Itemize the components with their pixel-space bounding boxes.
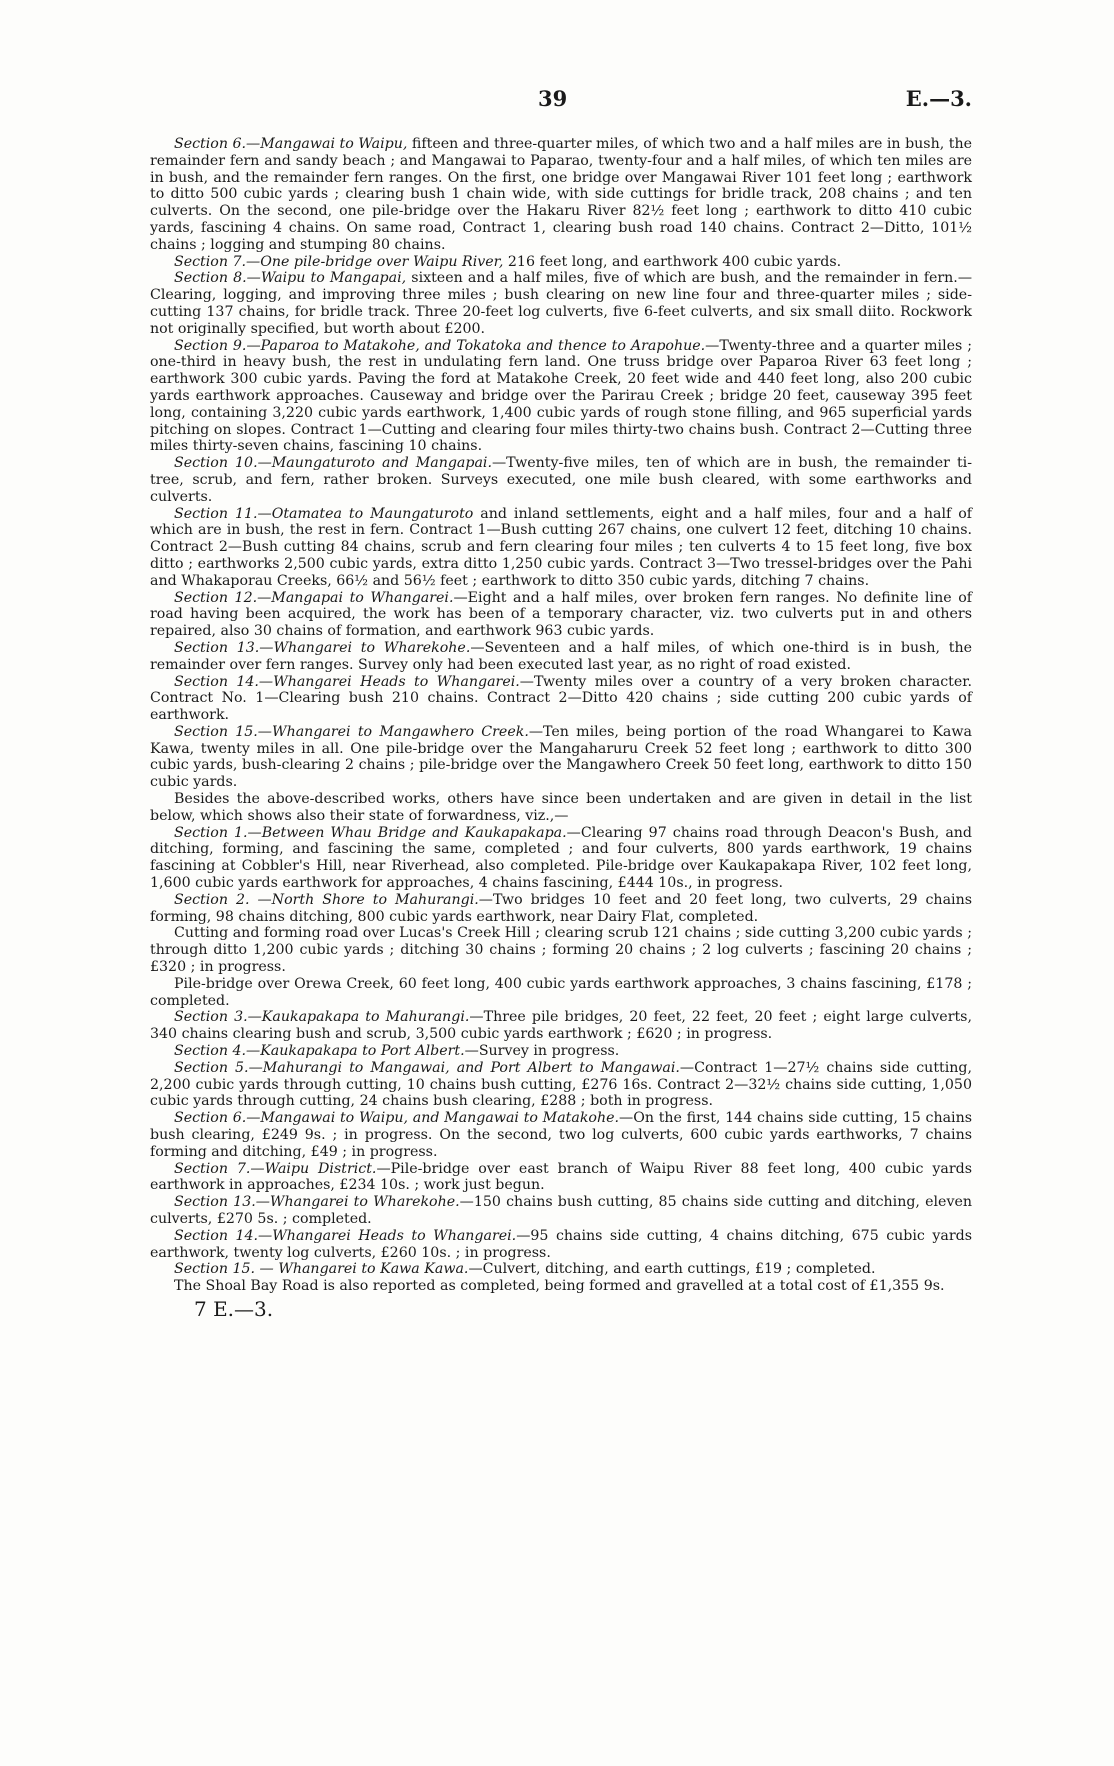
paragraph-text: Cutting and forming road over Lucas's Creek Hill ; clearing scrub 121 chains ; side cutting 3,200 cubic yards ; through ditto 1,200 cubic yards ; ditching 30 chains ; forming 20 chains ; 2 log culverts ; fascining 20 chains ; £320 ; in progress.	[150, 925, 972, 976]
paragraph	[150, 892, 972, 926]
paragraph	[150, 1043, 972, 1060]
section-heading: Section 14.—Whangarei Heads to Whangarei.	[174, 1227, 517, 1244]
paragraph	[150, 925, 972, 975]
section-heading: Section 8.—Waipu to Mangapai,	[174, 270, 407, 287]
section-heading: Section 10.—Maungaturoto and Mangapai.	[174, 455, 492, 472]
section-heading: Section 15. — Whangarei to Kawa Kawa.	[174, 1261, 469, 1278]
section-heading: Section 6.—Mangawai to Waipu,	[174, 136, 408, 152]
paragraph	[150, 825, 972, 892]
paragraph-text: —Two bridges 10 feet and 20 feet long, two culverts, 29 chains forming, 98 chains ditching, 800 cubic yards earthwork, near Dairy Flat, completed.	[150, 891, 972, 925]
paragraph	[150, 674, 972, 724]
paragraph-text: —Twenty-three and a quarter miles ; one-third in heavy bush, the rest in undulating fern land. One truss bridge over Paparoa River 63 feet long ; earthwork 300 cubic yards. Paving the ford at Matakohe Creek, 20 feet wide and 440 feet long, also 200 cubic yards earthwork approaches. Causeway and bridge over the Parirau Creek ; bridge 20 feet, causeway 395 feet long, containing 3,220 cubic yards earthwork, 1,400 cubic yards of rough stone filling, and 965 superficial yards pitching on slopes. Contract 1—Cutting and clearing four miles thirty-two chains bush. Contract 2—Cutting three miles thirty-seven chains, fascining 10 chains.	[150, 337, 972, 455]
section-heading: Section 7.—One pile-bridge over Waipu River,	[174, 253, 504, 270]
paragraph-text: —On the first, 144 chains side cutting, 15 chains bush clearing, £249 9s. ; in progress. On the second, two log culverts, 600 cubic yards earthworks, 7 chains forming and ditching, £49 ; in progress.	[150, 1110, 972, 1160]
paragraph-text: and inland settlements, eight and a half miles, four and a half of which are in bush, the rest in fern. Contract 1—Bush cutting 267 chains, one culvert 12 feet, ditching 10 chains. Contract 2—Bush cutting 84 chains, scrub and fern clearing four miles ; ten culverts 4 to 15 feet long, five box ditto ; earthworks 2,500 cubic yards, extra ditto 1,250 cubic yards. Contract 3—Two tressel-bridges over the Pahi and Whakaporau Creeks, 66½ and 56½ feet ; earthwork to ditto 350 cubic yards, ditching 7 chains.	[150, 505, 972, 589]
document-page	[150, 86, 972, 1321]
paragraph	[150, 791, 972, 825]
paragraph-text: sixteen and a half miles, five of which are bush, and the remainder in fern.—Clearing, logging, and improving three miles ; bush clearing on new line four and three-quarter miles ; side-cutting 137 chains, for bridle track. Three 20-feet log culverts, five 6-feet culverts, and six small diito. Rockwork not originally specified, but worth about £200.	[150, 270, 973, 337]
paragraph	[150, 1194, 972, 1228]
paragraph-text: The Shoal Bay Road is also reported as completed, being formed and gravelled at a total cost of £1,355 9s.	[174, 1278, 945, 1295]
section-heading: Section 13.—Whangarei to Wharekohe.	[174, 639, 471, 656]
paragraph-text: —Clearing 97 chains road through Deacon's Bush, and ditching, forming, and fascining the same, completed ; and four culverts, 800 yards earthwork, 19 chains fascining at Cobbler's Hill, near Riverhead, also completed. Pile-bridge over Kaukapakapa River, 102 feet long, 1,600 cubic yards earthwork for approaches, 4 chains fascining, £444 10s., in progress.	[150, 824, 972, 892]
paragraph	[150, 1161, 972, 1195]
paragraph-text: —Three pile bridges, 20 feet, 22 feet, 20 feet ; eight large culverts, 340 chains clearing bush and scrub, 3,500 cubic yards earthwork ; £620 ; in progress.	[150, 1009, 972, 1043]
section-heading: Section 11.—Otamatea to Maungaturoto	[174, 505, 474, 522]
section-heading: Section 3.—Kaukapakapa to Mahurangi.	[174, 1009, 470, 1026]
paragraph	[150, 136, 972, 254]
paragraph	[150, 254, 972, 271]
paragraph	[150, 640, 972, 674]
paragraph-text: —150 chains bush cutting, 85 chains side cutting and ditching, eleven culverts, £270 5s. ; completed.	[150, 1194, 972, 1227]
paragraph-text: —Culvert, ditching, and earth cuttings, £19 ; completed.	[468, 1261, 876, 1278]
paragraph-text: —Contract 1—27½ chains side cutting, 2,200 cubic yards through cutting, 10 chains bush cutting, £276 16s. Contract 2—32½ chains side cutting, 1,050 cubic yards through cutting, 24 chains bush clearing, £288 ; both in progress.	[150, 1059, 972, 1110]
paragraph	[150, 724, 972, 791]
paragraph-text: Besides the above-described works, others have since been undertaken and are given in detail in the list below, which shows also their state of forwardness, viz.,—	[150, 791, 972, 824]
paragraph-text: fifteen and three-quarter miles, of which two and a half miles are in bush, the remainder fern and sandy beach ; and Mangawai to Paparao, twenty-four and a half miles, of which ten miles are in bush, and the remainder fern ranges. On the first, one bridge over Mangawai River 101 feet long ; earthwork to ditto 500 cubic yards ; clearing bush 1 chain wide, with side cuttings for bridle track, 208 chains ; and ten culverts. On the second, one pile-bridge over the Hakaru River 82½ feet long ; earthwork to ditto 410 cubic yards, fascining 4 chains. On same road, Contract 1, clearing bush road 140 chains. Contract 2—Ditto, 101½ chains ; logging and stumping 80 chains.	[150, 136, 972, 253]
section-heading: Section 12.—Mangapai to Whangarei.	[174, 589, 454, 606]
paragraph	[150, 1278, 972, 1295]
paragraph-text: —Seventeen and a half miles, of which one-third is in bush, the remainder over fern ranges. Survey only had been executed last year, as no right of road existed.	[150, 639, 972, 673]
page-number: 39	[538, 86, 568, 111]
section-heading: Section 9.—Paparoa to Matakohe, and Tokatoka and thence to Arapohue.	[174, 337, 706, 354]
paragraph	[150, 976, 972, 1010]
paragraph	[150, 338, 972, 456]
paragraph-text: —95 chains side cutting, 4 chains ditching, 675 cubic yards earthwork, twenty log culverts, £260 10s. ; in progress.	[150, 1227, 972, 1261]
section-heading: Section 6.—Mangawai to Waipu, and Mangawai to Matakohe.	[174, 1110, 620, 1127]
paragraph	[150, 590, 972, 640]
section-heading: Section 13.—Whangarei to Wharekohe.	[174, 1194, 460, 1211]
paragraph-text: —Twenty-five miles, ten of which are in bush, the remainder ti-tree, scrub, and fern, rather broken. Surveys executed, one mile bush cleared, with some earthworks and culverts.	[150, 455, 972, 505]
body-text	[150, 136, 972, 1295]
section-heading: Section 1.—Between Whau Bridge and Kaukapakapa.	[174, 824, 567, 841]
paragraph	[150, 1228, 972, 1262]
paragraph-text: —Pile-bridge over east branch of Waipu River 88 feet long, 400 cubic yards earthwork in approaches, £234 10s. ; work just begun.	[150, 1160, 972, 1194]
paragraph	[150, 1261, 972, 1278]
paragraph	[150, 455, 972, 505]
paragraph	[150, 1110, 972, 1160]
section-heading: Section 5.—Mahurangi to Mangawai, and Port Albert to Mangawai.	[174, 1059, 680, 1076]
paragraph-text: —Eight and a half miles, over broken fern ranges. No definite line of road having been acquired, the work has been of a temporary character, viz. two culverts put in and others repaired, also 30 chains of formation, and earthwork 963 cubic yards.	[150, 589, 972, 640]
paragraph-text: 216 feet long, and earthwork 400 cubic yards.	[503, 253, 842, 270]
footer-reference: 7 E.—3.	[194, 1296, 274, 1321]
paragraph-text: —Ten miles, being portion of the road Whangarei to Kawa Kawa, twenty miles in all. One pile-bridge over the Mangaharuru Creek 52 feet long ; earthwork to ditto 300 cubic yards, bush-clearing 2 chains ; pile-bridge over the Mangawhero Creek 50 feet long, earthwork to ditto 150 cubic yards.	[150, 723, 972, 791]
page-header	[150, 86, 972, 120]
paragraph-text: Pile-bridge over Orewa Creek, 60 feet long, 400 cubic yards earthwork approaches, 3 chains fascining, £178 ; completed.	[150, 975, 972, 1009]
paragraph	[150, 1060, 972, 1110]
paragraph-text: —Survey in progress.	[464, 1043, 620, 1060]
section-heading: Section 15.—Whangarei to Mangawhero Creek.	[174, 723, 529, 740]
paragraph-text: —Twenty miles over a country of a very broken character. Contract No. 1—Clearing bush 210 chains. Contract 2—Ditto 420 chains ; side cutting 200 cubic yards of earthwork.	[150, 673, 972, 724]
section-heading: Section 2. —North Shore to Mahurangi.	[174, 891, 479, 908]
section-heading: Section 14.—Whangarei Heads to Whangarei.	[174, 673, 520, 690]
section-heading: Section 7.—Waipu District.	[174, 1160, 377, 1177]
paragraph	[150, 506, 972, 590]
document-reference: E.—3.	[905, 86, 972, 111]
section-heading: Section 4.—Kaukapakapa to Port Albert.	[174, 1043, 465, 1060]
paragraph	[150, 1009, 972, 1043]
paragraph	[150, 270, 972, 337]
